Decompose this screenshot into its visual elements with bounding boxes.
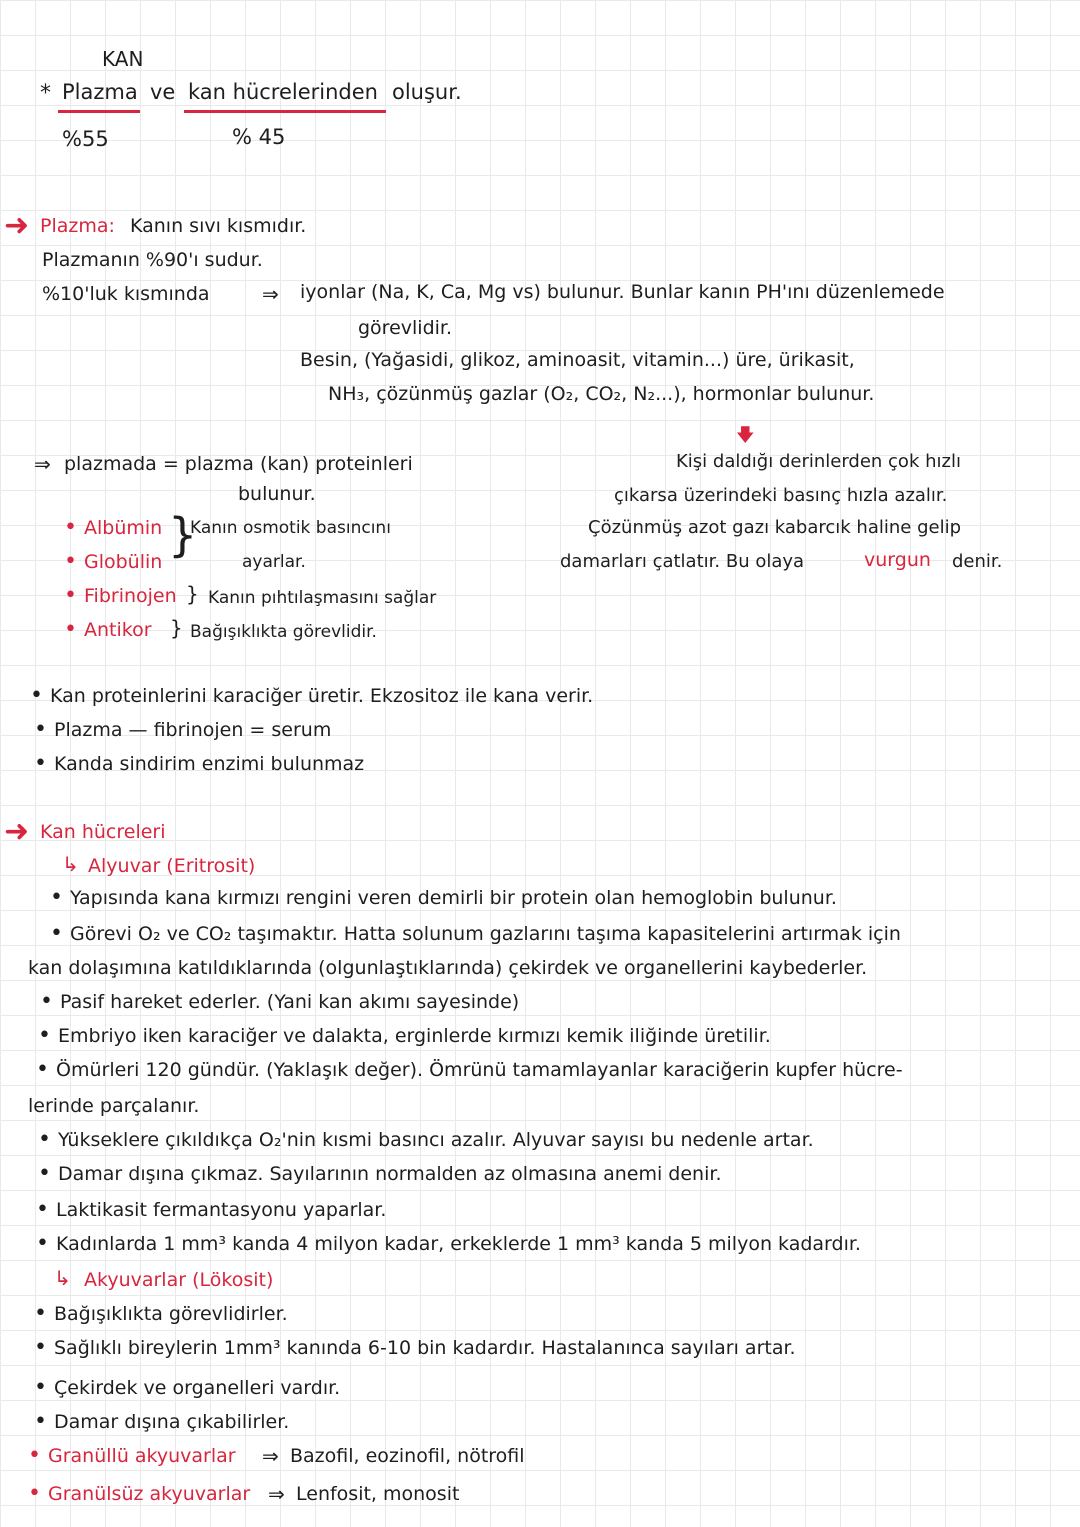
protein-fibrinojen: • Fibrinojen — [84, 584, 177, 608]
plazma-line4: görevlidir. — [358, 317, 453, 339]
alyuvar-heading: Alyuvar (Eritrosit) — [88, 855, 256, 877]
brace-icon: } — [186, 582, 199, 606]
arrow-right-icon: ⇒ — [34, 452, 51, 476]
intro-plazma: Plazma — [62, 80, 138, 104]
akyuvar-item: • Sağlıklı bireylerin 1mm³ kanında 6-10 bin kadardır. Hastalanınca sayıları artar. — [54, 1336, 796, 1360]
alyuvar-item: • Ömürleri 120 gündür. (Yaklaşık değer). Ömrünü tamamlayanlar karaciğerin kupfer hücre- — [56, 1058, 903, 1082]
plazma-heading-rest: Kanın sıvı kısmıdır. — [130, 215, 307, 237]
granulsuz-value: Lenfosit, monosit — [296, 1483, 460, 1505]
alyuvar-item: • Kadınlarda 1 mm³ kanda 4 milyon kadar, erkeklerde 1 mm³ kanda 5 milyon kadardır. — [56, 1232, 861, 1256]
akyuvar-heading: Akyuvarlar (Lökosit) — [84, 1269, 274, 1291]
alyuvar-item: • Görevi O₂ ve CO₂ taşımaktır. Hatta solunum gazlarını taşıma kapasitelerini artırmak için — [70, 922, 901, 946]
intro-ve: ve — [150, 80, 176, 104]
plazma-line5: Besin, (Yağasidi, glikoz, aminoasit, vitamin...) üre, ürikasit, — [300, 349, 855, 371]
akyuvar-item: • Çekirdek ve organelleri vardır. — [54, 1376, 340, 1400]
akyuvar-item: • Bağışıklıkta görevlidirler. — [54, 1302, 288, 1326]
alyuvar-item: • Yapısında kana kırmızı rengini veren demirli bir protein olan hemoglobin bulunur. — [70, 886, 837, 910]
plazma-line2: Plazmanın %90'ı sudur. — [42, 249, 263, 271]
vurgun-line3: Çözünmüş azot gazı kabarcık haline gelip — [588, 517, 961, 538]
vurgun-line2: çıkarsa üzerindeki basınç hızla azalır. — [614, 485, 948, 506]
alyuvar-item-cont: lerinde parçalanır. — [28, 1095, 200, 1117]
alyuvar-item: • Pasif hareket ederler. (Yani kan akımı sayesinde) — [60, 990, 519, 1014]
protein-antikor: • Antikor — [84, 618, 152, 642]
page-title: KAN — [102, 47, 144, 71]
vurgun-line1: Kişi daldığı derinlerden çok hızlı — [676, 451, 961, 472]
note-item: • Plazma — fibrinojen = serum — [54, 718, 331, 742]
arrow-down-icon: 🡇 — [736, 425, 755, 446]
arrow-icon: ➜ — [4, 814, 30, 849]
alyuvar-item: • Damar dışına çıkmaz. Sayılarının normalden az olmasına anemi denir. — [58, 1162, 722, 1186]
arrow-icon: ➜ — [4, 208, 30, 243]
protein-albumin: • Albümin — [84, 516, 162, 540]
cells-heading: Kan hücreleri — [40, 821, 166, 843]
arrow-right-icon: ⇒ — [268, 1482, 285, 1506]
vurgun-line4a: damarları çatlatır. Bu olaya — [560, 551, 805, 572]
plazma-line3-right: iyonlar (Na, K, Ca, Mg vs) bulunur. Bunlar kanın PH'ını düzenlemede — [300, 281, 945, 303]
intro-olusur: oluşur. — [392, 80, 462, 104]
brace-icon: } — [170, 616, 183, 640]
granullu-label: • Granüllü akyuvarlar — [48, 1444, 236, 1468]
pct-plazma: %55 — [62, 127, 109, 151]
alyuvar-item: • Embriyo iken karaciğer ve dalakta, erginlerde kırmızı kemik iliğinde üretilir. — [58, 1024, 771, 1048]
alb-glob-desc2: ayarlar. — [242, 552, 306, 572]
arrow-right-icon: ⇒ — [262, 282, 279, 306]
vurgun-word: vurgun — [864, 549, 931, 571]
antikor-desc: Bağışıklıkta görevlidir. — [190, 622, 377, 642]
subarrow-icon: ↳ — [62, 852, 79, 876]
proteins-head2: bulunur. — [238, 483, 316, 505]
underline-plazma — [58, 110, 140, 113]
proteins-head: plazmada = plazma (kan) proteinleri — [64, 453, 413, 475]
alyuvar-item-cont: kan dolaşımına katıldıklarında (olgunlaştıklarında) çekirdek ve organellerini kaybederler. — [28, 957, 868, 979]
subarrow-icon: ↳ — [54, 1266, 71, 1290]
protein-globulin: • Globülin — [84, 550, 162, 574]
fibrinojen-desc: Kanın pıhtılaşmasını sağlar — [208, 588, 437, 608]
vurgun-line4c: denir. — [952, 551, 1003, 572]
plazma-line3-left: %10'luk kısmında — [42, 283, 210, 305]
plazma-heading: Plazma: — [40, 215, 115, 237]
note-item: • Kanda sindirim enzimi bulunmaz — [54, 752, 364, 776]
brace-icon: } — [168, 508, 198, 562]
alb-glob-desc1: Kanın osmotik basıncını — [190, 518, 391, 538]
note-item: • Kan proteinlerini karaciğer üretir. Ekzositoz ile kana verir. — [50, 684, 593, 708]
plazma-line6: NH₃, çözünmüş gazlar (O₂, CO₂, N₂...), hormonlar bulunur. — [328, 383, 875, 405]
granullu-value: Bazofil, eozinofil, nötrofil — [290, 1445, 525, 1467]
akyuvar-item: • Damar dışına çıkabilirler. — [54, 1410, 289, 1434]
alyuvar-item: • Yükseklere çıkıldıkça O₂'nin kısmi basıncı azalır. Alyuvar sayısı bu nedenle artar. — [58, 1128, 814, 1152]
alyuvar-item: • Laktikasit fermantasyonu yaparlar. — [56, 1198, 386, 1222]
arrow-right-icon: ⇒ — [262, 1444, 279, 1468]
pct-hucre: % 45 — [232, 125, 286, 149]
intro-hucre: kan hücrelerinden — [188, 80, 378, 104]
granulsuz-label: • Granülsüz akyuvarlar — [48, 1482, 250, 1506]
underline-hucre — [184, 110, 386, 113]
intro-star: * — [40, 81, 51, 106]
